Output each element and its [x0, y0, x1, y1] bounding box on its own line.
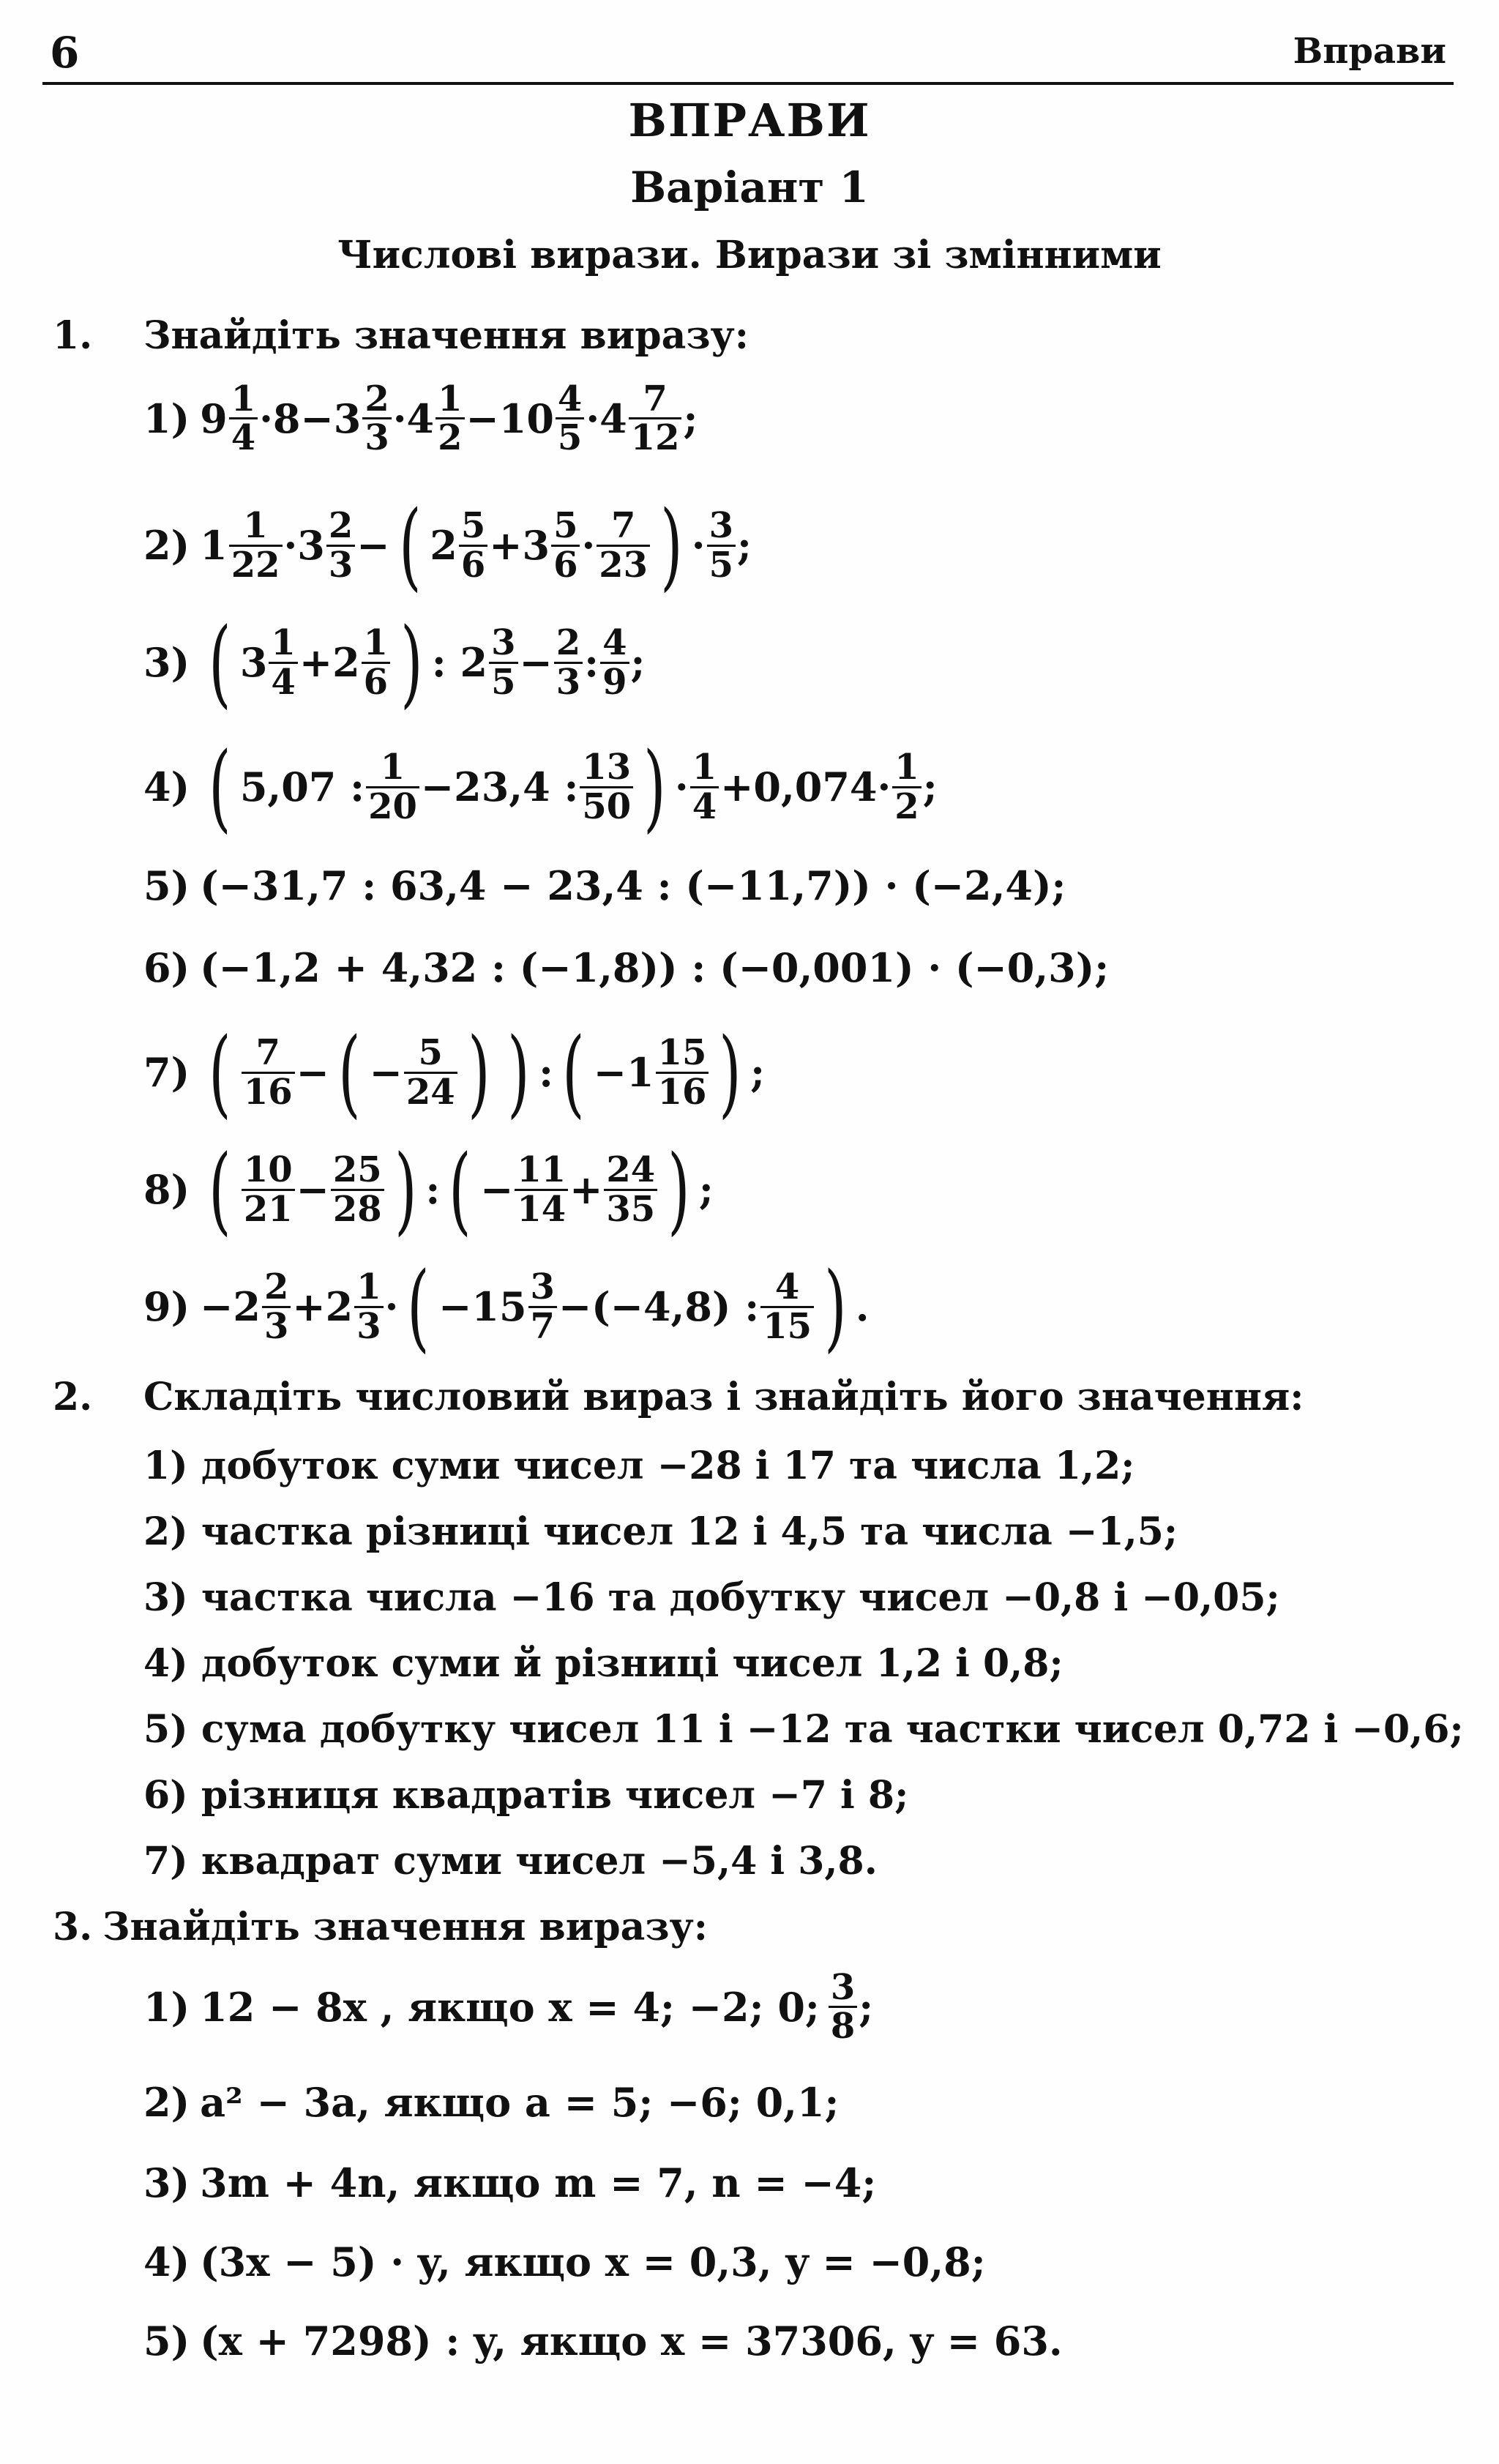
task3-item-5: 5) (x + 7298) : y, якщо x = 37306, y = 63.: [143, 2318, 1063, 2364]
task3-prompt: Знайдіть значення виразу:: [102, 1905, 708, 1949]
task1-number: 1.: [53, 313, 93, 358]
task3-item-2: 2) a² − 3a, якщо a = 5; −6; 0,1;: [143, 2079, 840, 2126]
task1-item-8: 8) ( $\frac{10}{21}$ − $\frac{25}{28}$ ) : ( − $\frac{11}{14}$ + $\frac{24}{35}$ ) ;: [143, 1134, 714, 1245]
task1-item-1: 1) 9 $\frac{1}{4}$ ·8−3 $\frac{2}{3}$ ·4 $\frac{1}{2}$ −10 $\frac{4}{5}$ ·4 $\frac{7}{12}$ ;: [143, 378, 698, 459]
header-rule: [42, 82, 1454, 85]
task3-number: 3.: [53, 1905, 93, 1949]
task1-item-3: 3) ( 3 $\frac{1}{4}$ +2 $\frac{1}{6}$ ) : 2 $\frac{3}{5}$ − $\frac{2}{3}$ : $\frac{4}{9}$ ;: [143, 607, 646, 718]
variant-title: Варіант 1: [630, 163, 869, 212]
task2-prompt: Складіть числовий вираз і знайдіть його значення:: [143, 1375, 1304, 1419]
task2-item-4: 4) добуток суми й різниці чисел 1,2 і 0,8;: [143, 1641, 1063, 1686]
task2-item-3: 3) частка числа −16 та добутку чисел −0,8 і −0,05;: [143, 1575, 1280, 1620]
page-title: ВПРАВИ: [628, 94, 871, 147]
task1-item-6: 6) (−1,2 + 4,32 : (−1,8)) : (−0,001) · (−0,3);: [143, 944, 1110, 991]
task2-item-5: 5) сума добутку чисел 11 і −12 та частки чисел 0,72 і −0,6;: [143, 1707, 1464, 1752]
page-number: 6: [50, 28, 80, 78]
task1-item-2: 2) 1 $\frac{1}{22}$ ·3 $\frac{2}{3}$ − ( 2 $\frac{5}{6}$ +3 $\frac{5}{6}$ · $\frac{7}{23}$ ) · $\frac{3}{5}$ ;: [143, 490, 752, 601]
task1-item-4: 4) ( 5,07 : $\frac{1}{20}$ −23,4 : $\frac{13}{50}$ ) · $\frac{1}{4}$ +0,074· $\frac{1}{2}$ ;: [143, 731, 938, 843]
task2-number: 2.: [53, 1375, 93, 1419]
task1-item-9: 9) −2 $\frac{2}{3}$ +2 $\frac{1}{3}$ · ( −15 $\frac{3}{7}$ −(−4,8) : $\frac{4}{15}$ ) .: [143, 1251, 870, 1362]
task3-item-3: 3) 3m + 4n, якщо m = 7, n = −4;: [143, 2159, 877, 2206]
task3-item-1: 1) 12 − 8x , якщо x = 4; −2; 0; $\frac{3}{8}$ ;: [143, 1967, 874, 2047]
task3-item-4: 4) (3x − 5) · y, якщо x = 0,3, y = −0,8;: [143, 2239, 986, 2285]
task2-item-2: 2) частка різниці чисел 12 і 4,5 та числа −1,5;: [143, 1509, 1178, 1554]
task1-item-7: 7) ( $\frac{7}{16}$ − ( − $\frac{5}{24}$ ) ) : ( −1 $\frac{15}{16}$ ) ;: [143, 1017, 766, 1128]
task1-item-5: 5) (−31,7 : 63,4 − 23,4 : (−11,7)) · (−2,4);: [143, 862, 1066, 909]
running-head: Вправи: [1293, 31, 1446, 72]
task1-prompt: Знайдіть значення виразу:: [143, 313, 749, 358]
section-title: Числові вирази. Вирази зі змінними: [337, 233, 1162, 277]
task2-item-7: 7) квадрат суми чисел −5,4 і 3,8.: [143, 1839, 878, 1884]
task2-item-6: 6) різниця квадратів чисел −7 і 8;: [143, 1773, 909, 1818]
task2-item-1: 1) добуток суми чисел −28 і 17 та числа 1,2;: [143, 1444, 1135, 1488]
